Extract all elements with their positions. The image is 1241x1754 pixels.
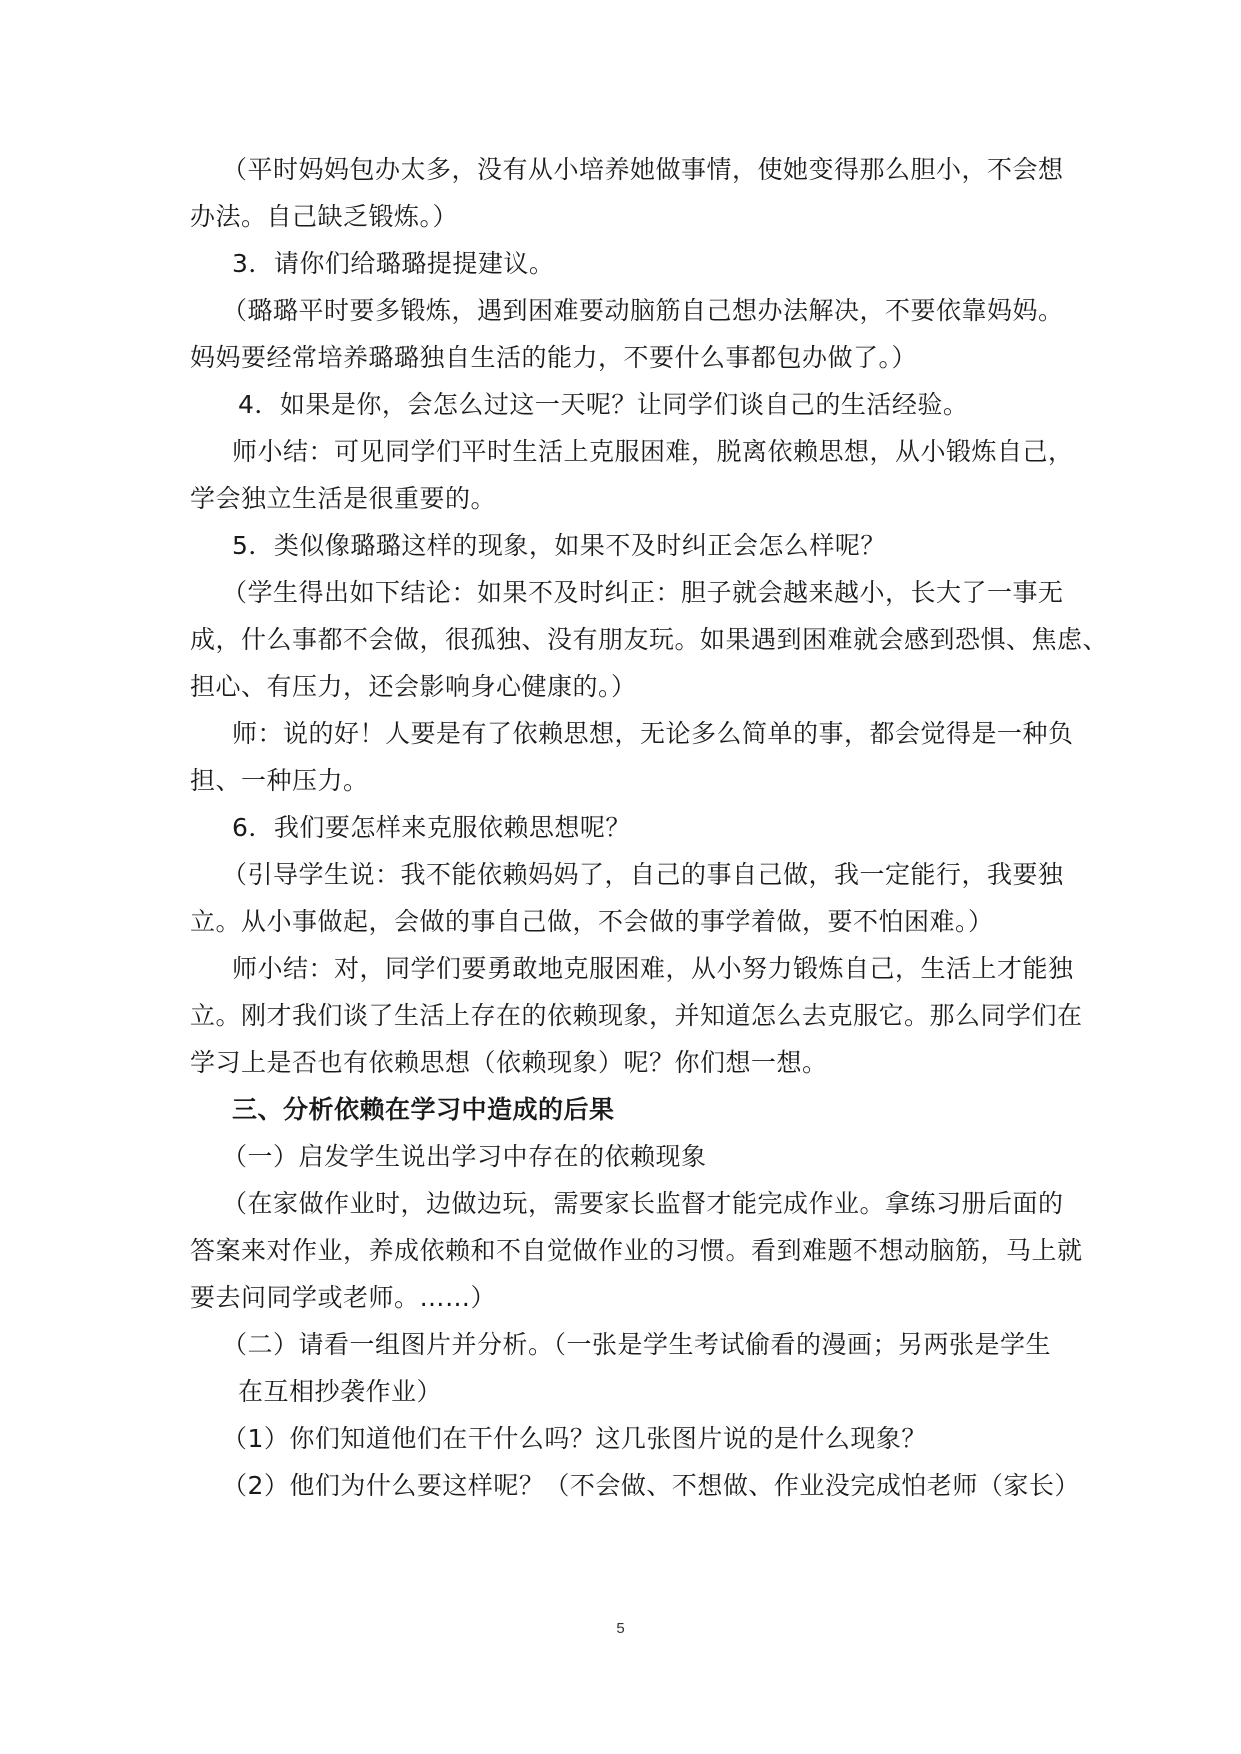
list-item-5: 5．类似像璐璐这样的现象，如果不及时纠正会怎么样呢？ — [232, 531, 886, 560]
paragraph-line: （引导学生说：我不能依赖妈妈了，自己的事自己做，我一定能行，我要独 — [222, 860, 1064, 889]
paragraph-line: 担、一种压力。 — [190, 766, 369, 795]
paragraph-line: 要去问同学或老师。……） — [190, 1283, 497, 1312]
teacher-summary-line: 师小结：可见同学们平时生活上克服困难，脱离依赖思想，从小锻炼自己， — [232, 437, 1074, 466]
subsection-heading: （二）请看一组图片并分析。（一张是学生考试偷看的漫画；另两张是学生 — [222, 1330, 1052, 1359]
paragraph-line: 在互相抄袭作业） — [238, 1377, 443, 1406]
paragraph-line: 立。刚才我们谈了生活上存在的依赖现象，并知道怎么去克服它。那么同学们在 — [190, 1001, 1083, 1030]
section-heading: 三、分析依赖在学习中造成的后果 — [232, 1095, 615, 1124]
paragraph-line: （平时妈妈包办太多，没有从小培养她做事情，使她变得那么胆小，不会想 — [222, 155, 1064, 184]
paragraph-line: 学习上是否也有依赖思想（依赖现象）呢？你们想一想。 — [190, 1048, 828, 1077]
paragraph-line: 学会独立生活是很重要的。 — [190, 484, 497, 513]
paragraph-line: 妈妈要经常培养璐璐独自生活的能力，不要什么事都包办做了。） — [190, 343, 918, 372]
paragraph-line: 办法。自己缺乏锻炼。） — [190, 202, 459, 231]
paragraph-line: （璐璐平时要多锻炼，遇到困难要动脑筋自己想办法解决，不要依靠妈妈。 — [222, 296, 1064, 325]
paragraph-line: 成，什么事都不会做，很孤独、没有朋友玩。如果遇到困难就会感到恐惧、焦虑、 — [190, 625, 1109, 654]
paragraph-line: （在家做作业时，边做边玩，需要家长监督才能完成作业。拿练习册后面的 — [222, 1189, 1064, 1218]
question-item-2: （2）他们为什么要这样呢？（不会做、不想做、作业没完成怕老师（家长） — [222, 1471, 1080, 1500]
teacher-remark-line: 师：说的好！人要是有了依赖思想，无论多么简单的事，都会觉得是一种负 — [232, 719, 1074, 748]
list-item-3: 3．请你们给璐璐提提建议。 — [232, 249, 555, 278]
teacher-summary-line: 师小结：对，同学们要勇敢地克服困难，从小努力锻炼自己，生活上才能独 — [232, 954, 1074, 983]
subsection-heading: （一）启发学生说出学习中存在的依赖现象 — [222, 1142, 707, 1171]
list-item-6: 6．我们要怎样来克服依赖思想呢？ — [232, 813, 631, 842]
list-item-4: 4．如果是你，会怎么过这一天呢？让同学们谈自己的生活经验。 — [238, 390, 969, 419]
page-number: 5 — [616, 1620, 625, 1637]
paragraph-line: 立。从小事做起，会做的事自己做，不会做的事学着做，要不怕困难。） — [190, 907, 994, 936]
paragraph-line: 答案来对作业，养成依赖和不自觉做作业的习惯。看到难题不想动脑筋，马上就 — [190, 1236, 1083, 1265]
paragraph-line: （学生得出如下结论：如果不及时纠正：胆子就会越来越小，长大了一事无 — [222, 578, 1064, 607]
paragraph-line: 担心、有压力，还会影响身心健康的。） — [190, 672, 637, 701]
question-item-1: （1）你们知道他们在干什么吗？这几张图片说的是什么现象？ — [222, 1424, 927, 1453]
